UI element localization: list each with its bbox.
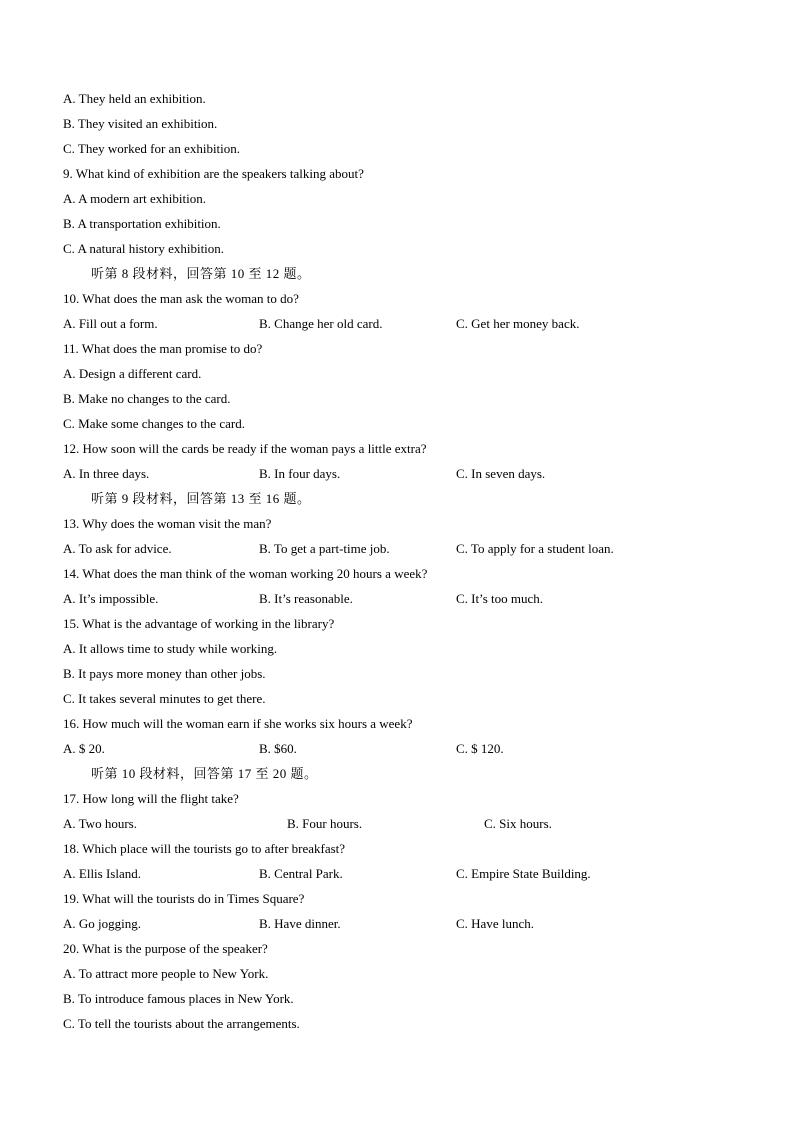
q9-option-a: A. A modern art exhibition. (63, 191, 206, 206)
q16-options-row (63, 739, 743, 764)
q20-option-b: B. To introduce famous places in New York. (63, 991, 294, 1006)
q13-option-b: B. To get a part-time job. (259, 541, 390, 556)
q12-options-row (63, 464, 743, 489)
q14-option-a: A. It’s impossible. (63, 591, 159, 606)
q10-option-c: C. Get her money back. (456, 316, 580, 331)
q17-option-c: C. Six hours. (484, 816, 552, 831)
q13-options-row (63, 539, 743, 564)
q11-option-a: A. Design a different card. (63, 366, 202, 381)
q10-question: 10. What does the man ask the woman to do? (63, 291, 299, 306)
q10-option-b: B. Change her old card. (259, 316, 383, 331)
q12-option-b: B. In four days. (259, 466, 341, 481)
q19-option-b: B. Have dinner. (259, 916, 341, 931)
q15-option-a: A. It allows time to study while working. (63, 641, 278, 656)
q14-options-row (63, 589, 743, 614)
section-8-heading: 听第 8 段材料，回答第 10 至 12 题。 (91, 266, 311, 281)
q20-question: 20. What is the purpose of the speaker? (63, 941, 268, 956)
q16-option-b: B. $60. (259, 741, 297, 756)
q14-option-c: C. It’s too much. (456, 591, 544, 606)
q19-option-c: C. Have lunch. (456, 916, 534, 931)
q20-option-c: C. To tell the tourists about the arrangements. (63, 1016, 300, 1031)
q19-options-row (63, 914, 743, 939)
q17-options-row (63, 814, 743, 839)
q18-option-a: A. Ellis Island. (63, 866, 141, 881)
section-9-heading: 听第 9 段材料，回答第 13 至 16 题。 (91, 491, 311, 506)
q8-option-c: C. They worked for an exhibition. (63, 141, 241, 156)
q13-question: 13. Why does the woman visit the man? (63, 516, 272, 531)
q10-options-row (63, 314, 743, 339)
q17-option-a: A. Two hours. (63, 816, 137, 831)
q17-option-b: B. Four hours. (287, 816, 363, 831)
q12-question: 12. How soon will the cards be ready if the woman pays a little extra? (63, 441, 427, 456)
q8-option-a: A. They held an exhibition. (63, 91, 206, 106)
q11-question: 11. What does the man promise to do? (63, 341, 263, 356)
q14-option-b: B. It’s reasonable. (259, 591, 353, 606)
q19-question: 19. What will the tourists do in Times Square? (63, 891, 305, 906)
q16-option-a: A. $ 20. (63, 741, 105, 756)
q20-option-a: A. To attract more people to New York. (63, 966, 269, 981)
q18-option-b: B. Central Park. (259, 866, 343, 881)
q13-option-c: C. To apply for a student loan. (456, 541, 614, 556)
q10-option-a: A. Fill out a form. (63, 316, 158, 331)
q19-option-a: A. Go jogging. (63, 916, 141, 931)
q13-option-a: A. To ask for advice. (63, 541, 172, 556)
section-10-heading: 听第 10 段材料，回答第 17 至 20 题。 (91, 766, 318, 781)
q18-option-c: C. Empire State Building. (456, 866, 591, 881)
q14-question: 14. What does the man think of the woman working 20 hours a week? (63, 566, 428, 581)
q12-option-c: C. In seven days. (456, 466, 546, 481)
q15-option-c: C. It takes several minutes to get there. (63, 691, 266, 706)
q15-question: 15. What is the advantage of working in the library? (63, 616, 335, 631)
q18-question: 18. Which place will the tourists go to after breakfast? (63, 841, 346, 856)
q16-option-c: C. $ 120. (456, 741, 504, 756)
q9-option-c: C. A natural history exhibition. (63, 241, 225, 256)
q15-option-b: B. It pays more money than other jobs. (63, 666, 266, 681)
q9-question: 9. What kind of exhibition are the speakers talking about? (63, 166, 364, 181)
q11-option-c: C. Make some changes to the card. (63, 416, 245, 431)
q12-option-a: A. In three days. (63, 466, 150, 481)
q18-options-row (63, 864, 743, 889)
q11-option-b: B. Make no changes to the card. (63, 391, 231, 406)
q8-option-b: B. They visited an exhibition. (63, 116, 218, 131)
q17-question: 17. How long will the flight take? (63, 791, 239, 806)
exam-page (63, 89, 743, 1039)
q9-option-b: B. A transportation exhibition. (63, 216, 221, 231)
q16-question: 16. How much will the woman earn if she works six hours a week? (63, 716, 413, 731)
